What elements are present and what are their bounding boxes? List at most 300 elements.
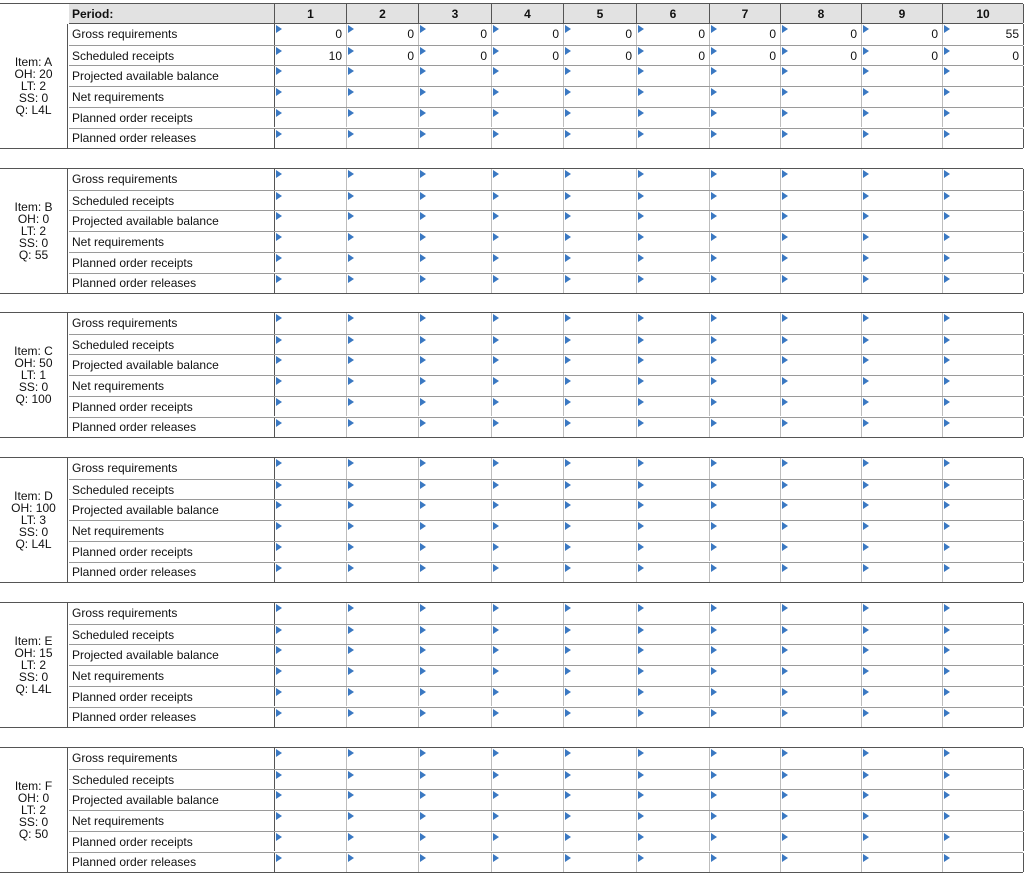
scheduled-receipts-cell[interactable]	[710, 480, 781, 500]
net-requirements-cell[interactable]	[943, 87, 1024, 107]
net-requirements-cell[interactable]	[710, 811, 781, 831]
scheduled-receipts-cell[interactable]	[637, 191, 710, 211]
scheduled-receipts-cell[interactable]	[564, 770, 637, 790]
planned-order-receipts-cell[interactable]	[492, 687, 564, 707]
scheduled-receipts-cell[interactable]	[275, 46, 347, 66]
net-requirements-cell[interactable]	[347, 811, 419, 831]
planned-order-receipts-cell[interactable]	[564, 687, 637, 707]
net-requirements-cell[interactable]	[710, 376, 781, 396]
planned-order-receipts-cell[interactable]	[943, 397, 1024, 417]
projected-available-balance-cell[interactable]	[862, 211, 943, 231]
scheduled-receipts-cell[interactable]	[862, 480, 943, 500]
planned-order-releases-cell[interactable]	[492, 418, 564, 438]
planned-order-releases-cell[interactable]	[781, 853, 862, 873]
gross-requirements-cell[interactable]	[943, 313, 1024, 334]
planned-order-releases-cell[interactable]	[781, 129, 862, 149]
gross-requirements-cell[interactable]	[492, 748, 564, 769]
planned-order-releases-cell[interactable]	[564, 418, 637, 438]
planned-order-releases-cell[interactable]	[564, 129, 637, 149]
planned-order-receipts-cell[interactable]	[710, 253, 781, 273]
scheduled-receipts-cell[interactable]	[862, 625, 943, 645]
scheduled-receipts-cell[interactable]	[564, 480, 637, 500]
planned-order-receipts-cell[interactable]	[637, 397, 710, 417]
gross-requirements-cell[interactable]	[564, 169, 637, 190]
scheduled-receipts-cell[interactable]	[347, 191, 419, 211]
planned-order-receipts-cell[interactable]	[710, 108, 781, 128]
scheduled-receipts-cell[interactable]	[419, 46, 492, 66]
projected-available-balance-cell[interactable]	[347, 211, 419, 231]
planned-order-releases-cell[interactable]	[943, 418, 1024, 438]
gross-requirements-cell[interactable]	[492, 313, 564, 334]
projected-available-balance-cell[interactable]	[862, 500, 943, 520]
gross-requirements-cell[interactable]	[637, 24, 710, 45]
planned-order-releases-cell[interactable]	[781, 274, 862, 294]
scheduled-receipts-cell[interactable]	[637, 770, 710, 790]
planned-order-receipts-cell[interactable]	[637, 542, 710, 562]
planned-order-releases-cell[interactable]	[564, 853, 637, 873]
net-requirements-cell[interactable]	[347, 521, 419, 541]
planned-order-releases-cell[interactable]	[710, 853, 781, 873]
scheduled-receipts-cell[interactable]	[275, 191, 347, 211]
planned-order-receipts-cell[interactable]	[564, 832, 637, 852]
net-requirements-cell[interactable]	[637, 232, 710, 252]
projected-available-balance-cell[interactable]	[347, 500, 419, 520]
planned-order-releases-cell[interactable]	[564, 708, 637, 728]
planned-order-receipts-cell[interactable]	[419, 397, 492, 417]
projected-available-balance-cell[interactable]	[637, 66, 710, 86]
projected-available-balance-cell[interactable]	[275, 355, 347, 375]
net-requirements-cell[interactable]	[275, 232, 347, 252]
gross-requirements-cell[interactable]	[419, 603, 492, 624]
planned-order-releases-cell[interactable]	[862, 563, 943, 583]
planned-order-receipts-cell[interactable]	[564, 253, 637, 273]
gross-requirements-cell[interactable]	[943, 603, 1024, 624]
projected-available-balance-cell[interactable]	[419, 355, 492, 375]
gross-requirements-cell[interactable]	[862, 458, 943, 479]
scheduled-receipts-cell[interactable]	[419, 335, 492, 355]
planned-order-releases-cell[interactable]	[710, 274, 781, 294]
net-requirements-cell[interactable]	[637, 521, 710, 541]
scheduled-receipts-cell[interactable]	[492, 480, 564, 500]
projected-available-balance-cell[interactable]	[564, 66, 637, 86]
net-requirements-cell[interactable]	[862, 811, 943, 831]
scheduled-receipts-cell[interactable]	[637, 46, 710, 66]
gross-requirements-cell[interactable]	[492, 458, 564, 479]
planned-order-releases-cell[interactable]	[943, 129, 1024, 149]
scheduled-receipts-cell[interactable]	[275, 335, 347, 355]
planned-order-releases-cell[interactable]	[275, 708, 347, 728]
projected-available-balance-cell[interactable]	[710, 500, 781, 520]
scheduled-receipts-cell[interactable]	[781, 625, 862, 645]
scheduled-receipts-cell[interactable]	[275, 480, 347, 500]
net-requirements-cell[interactable]	[781, 666, 862, 686]
net-requirements-cell[interactable]	[492, 376, 564, 396]
planned-order-releases-cell[interactable]	[564, 563, 637, 583]
planned-order-receipts-cell[interactable]	[564, 397, 637, 417]
projected-available-balance-cell[interactable]	[564, 211, 637, 231]
net-requirements-cell[interactable]	[564, 811, 637, 831]
scheduled-receipts-cell[interactable]	[781, 191, 862, 211]
net-requirements-cell[interactable]	[943, 376, 1024, 396]
projected-available-balance-cell[interactable]	[943, 790, 1024, 810]
planned-order-receipts-cell[interactable]	[637, 108, 710, 128]
planned-order-receipts-cell[interactable]	[347, 687, 419, 707]
planned-order-releases-cell[interactable]	[419, 853, 492, 873]
planned-order-releases-cell[interactable]	[492, 853, 564, 873]
scheduled-receipts-cell[interactable]	[347, 46, 419, 66]
projected-available-balance-cell[interactable]	[275, 66, 347, 86]
projected-available-balance-cell[interactable]	[637, 645, 710, 665]
projected-available-balance-cell[interactable]	[492, 66, 564, 86]
planned-order-releases-cell[interactable]	[275, 129, 347, 149]
planned-order-releases-cell[interactable]	[862, 274, 943, 294]
planned-order-releases-cell[interactable]	[862, 418, 943, 438]
planned-order-receipts-cell[interactable]	[419, 687, 492, 707]
planned-order-receipts-cell[interactable]	[637, 687, 710, 707]
scheduled-receipts-cell[interactable]	[637, 335, 710, 355]
gross-requirements-cell[interactable]	[781, 603, 862, 624]
net-requirements-cell[interactable]	[862, 376, 943, 396]
net-requirements-cell[interactable]	[943, 232, 1024, 252]
scheduled-receipts-cell[interactable]	[637, 480, 710, 500]
projected-available-balance-cell[interactable]	[275, 500, 347, 520]
scheduled-receipts-cell[interactable]	[943, 46, 1024, 66]
planned-order-receipts-cell[interactable]	[710, 542, 781, 562]
gross-requirements-cell[interactable]	[710, 313, 781, 334]
gross-requirements-cell[interactable]	[862, 603, 943, 624]
scheduled-receipts-cell[interactable]	[862, 191, 943, 211]
gross-requirements-cell[interactable]	[347, 24, 419, 45]
gross-requirements-cell[interactable]	[781, 24, 862, 45]
net-requirements-cell[interactable]	[275, 87, 347, 107]
planned-order-receipts-cell[interactable]	[492, 108, 564, 128]
planned-order-releases-cell[interactable]	[492, 129, 564, 149]
gross-requirements-cell[interactable]	[347, 313, 419, 334]
projected-available-balance-cell[interactable]	[347, 66, 419, 86]
planned-order-receipts-cell[interactable]	[943, 542, 1024, 562]
scheduled-receipts-cell[interactable]	[419, 480, 492, 500]
projected-available-balance-cell[interactable]	[492, 645, 564, 665]
planned-order-releases-cell[interactable]	[943, 274, 1024, 294]
scheduled-receipts-cell[interactable]	[347, 480, 419, 500]
scheduled-receipts-cell[interactable]	[347, 335, 419, 355]
planned-order-releases-cell[interactable]	[943, 853, 1024, 873]
net-requirements-cell[interactable]	[492, 232, 564, 252]
planned-order-receipts-cell[interactable]	[710, 397, 781, 417]
net-requirements-cell[interactable]	[943, 666, 1024, 686]
net-requirements-cell[interactable]	[347, 376, 419, 396]
planned-order-releases-cell[interactable]	[637, 853, 710, 873]
scheduled-receipts-cell[interactable]	[710, 191, 781, 211]
projected-available-balance-cell[interactable]	[564, 355, 637, 375]
planned-order-receipts-cell[interactable]	[492, 397, 564, 417]
scheduled-receipts-cell[interactable]	[347, 770, 419, 790]
planned-order-releases-cell[interactable]	[862, 129, 943, 149]
scheduled-receipts-cell[interactable]	[710, 625, 781, 645]
net-requirements-cell[interactable]	[492, 811, 564, 831]
scheduled-receipts-cell[interactable]	[492, 191, 564, 211]
gross-requirements-cell[interactable]	[781, 313, 862, 334]
projected-available-balance-cell[interactable]	[862, 66, 943, 86]
planned-order-receipts-cell[interactable]	[347, 397, 419, 417]
scheduled-receipts-cell[interactable]	[564, 335, 637, 355]
projected-available-balance-cell[interactable]	[275, 211, 347, 231]
projected-available-balance-cell[interactable]	[781, 790, 862, 810]
planned-order-releases-cell[interactable]	[347, 418, 419, 438]
planned-order-receipts-cell[interactable]	[492, 253, 564, 273]
planned-order-receipts-cell[interactable]	[492, 542, 564, 562]
gross-requirements-cell[interactable]	[943, 169, 1024, 190]
planned-order-receipts-cell[interactable]	[419, 832, 492, 852]
projected-available-balance-cell[interactable]	[637, 500, 710, 520]
planned-order-releases-cell[interactable]	[710, 708, 781, 728]
projected-available-balance-cell[interactable]	[710, 790, 781, 810]
projected-available-balance-cell[interactable]	[943, 66, 1024, 86]
projected-available-balance-cell[interactable]	[564, 645, 637, 665]
projected-available-balance-cell[interactable]	[710, 211, 781, 231]
projected-available-balance-cell[interactable]	[419, 211, 492, 231]
gross-requirements-cell[interactable]	[347, 169, 419, 190]
net-requirements-cell[interactable]	[862, 232, 943, 252]
planned-order-receipts-cell[interactable]	[710, 687, 781, 707]
projected-available-balance-cell[interactable]	[781, 211, 862, 231]
planned-order-receipts-cell[interactable]	[637, 253, 710, 273]
planned-order-receipts-cell[interactable]	[347, 108, 419, 128]
net-requirements-cell[interactable]	[347, 87, 419, 107]
net-requirements-cell[interactable]	[637, 376, 710, 396]
gross-requirements-cell[interactable]	[564, 313, 637, 334]
projected-available-balance-cell[interactable]	[492, 500, 564, 520]
gross-requirements-cell[interactable]	[862, 169, 943, 190]
scheduled-receipts-cell[interactable]	[710, 335, 781, 355]
projected-available-balance-cell[interactable]	[347, 790, 419, 810]
planned-order-receipts-cell[interactable]	[862, 542, 943, 562]
planned-order-receipts-cell[interactable]	[564, 542, 637, 562]
planned-order-releases-cell[interactable]	[347, 563, 419, 583]
net-requirements-cell[interactable]	[781, 376, 862, 396]
scheduled-receipts-cell[interactable]	[781, 770, 862, 790]
projected-available-balance-cell[interactable]	[419, 790, 492, 810]
planned-order-releases-cell[interactable]	[637, 563, 710, 583]
gross-requirements-cell[interactable]	[564, 603, 637, 624]
gross-requirements-cell[interactable]	[781, 748, 862, 769]
planned-order-releases-cell[interactable]	[943, 563, 1024, 583]
projected-available-balance-cell[interactable]	[419, 645, 492, 665]
planned-order-releases-cell[interactable]	[637, 708, 710, 728]
projected-available-balance-cell[interactable]	[347, 645, 419, 665]
planned-order-releases-cell[interactable]	[419, 274, 492, 294]
planned-order-receipts-cell[interactable]	[862, 687, 943, 707]
planned-order-releases-cell[interactable]	[710, 418, 781, 438]
net-requirements-cell[interactable]	[710, 87, 781, 107]
gross-requirements-cell[interactable]	[492, 169, 564, 190]
gross-requirements-cell[interactable]	[419, 24, 492, 45]
projected-available-balance-cell[interactable]	[637, 355, 710, 375]
scheduled-receipts-cell[interactable]	[862, 770, 943, 790]
net-requirements-cell[interactable]	[492, 521, 564, 541]
planned-order-receipts-cell[interactable]	[862, 253, 943, 273]
net-requirements-cell[interactable]	[419, 376, 492, 396]
net-requirements-cell[interactable]	[275, 521, 347, 541]
planned-order-receipts-cell[interactable]	[419, 253, 492, 273]
planned-order-receipts-cell[interactable]	[781, 397, 862, 417]
planned-order-releases-cell[interactable]	[347, 129, 419, 149]
gross-requirements-cell[interactable]	[862, 24, 943, 45]
planned-order-receipts-cell[interactable]	[492, 832, 564, 852]
gross-requirements-cell[interactable]	[637, 313, 710, 334]
gross-requirements-cell[interactable]	[943, 24, 1024, 45]
gross-requirements-cell[interactable]	[419, 458, 492, 479]
planned-order-releases-cell[interactable]	[347, 853, 419, 873]
scheduled-receipts-cell[interactable]	[943, 335, 1024, 355]
scheduled-receipts-cell[interactable]	[564, 191, 637, 211]
projected-available-balance-cell[interactable]	[419, 500, 492, 520]
net-requirements-cell[interactable]	[275, 376, 347, 396]
projected-available-balance-cell[interactable]	[781, 66, 862, 86]
gross-requirements-cell[interactable]	[492, 24, 564, 45]
gross-requirements-cell[interactable]	[781, 169, 862, 190]
planned-order-receipts-cell[interactable]	[943, 832, 1024, 852]
planned-order-receipts-cell[interactable]	[781, 687, 862, 707]
planned-order-releases-cell[interactable]	[419, 708, 492, 728]
projected-available-balance-cell[interactable]	[710, 355, 781, 375]
net-requirements-cell[interactable]	[781, 811, 862, 831]
projected-available-balance-cell[interactable]	[943, 211, 1024, 231]
planned-order-receipts-cell[interactable]	[637, 832, 710, 852]
planned-order-releases-cell[interactable]	[781, 563, 862, 583]
scheduled-receipts-cell[interactable]	[419, 191, 492, 211]
projected-available-balance-cell[interactable]	[781, 355, 862, 375]
planned-order-receipts-cell[interactable]	[347, 832, 419, 852]
planned-order-releases-cell[interactable]	[275, 853, 347, 873]
projected-available-balance-cell[interactable]	[781, 500, 862, 520]
net-requirements-cell[interactable]	[347, 232, 419, 252]
scheduled-receipts-cell[interactable]	[781, 335, 862, 355]
scheduled-receipts-cell[interactable]	[492, 46, 564, 66]
gross-requirements-cell[interactable]	[275, 458, 347, 479]
planned-order-receipts-cell[interactable]	[781, 253, 862, 273]
net-requirements-cell[interactable]	[710, 521, 781, 541]
net-requirements-cell[interactable]	[419, 521, 492, 541]
scheduled-receipts-cell[interactable]	[419, 770, 492, 790]
scheduled-receipts-cell[interactable]	[862, 46, 943, 66]
gross-requirements-cell[interactable]	[564, 458, 637, 479]
net-requirements-cell[interactable]	[637, 87, 710, 107]
scheduled-receipts-cell[interactable]	[275, 770, 347, 790]
projected-available-balance-cell[interactable]	[862, 790, 943, 810]
gross-requirements-cell[interactable]	[710, 169, 781, 190]
scheduled-receipts-cell[interactable]	[781, 46, 862, 66]
gross-requirements-cell[interactable]	[637, 748, 710, 769]
scheduled-receipts-cell[interactable]	[943, 480, 1024, 500]
projected-available-balance-cell[interactable]	[943, 500, 1024, 520]
planned-order-receipts-cell[interactable]	[862, 108, 943, 128]
planned-order-releases-cell[interactable]	[275, 274, 347, 294]
planned-order-receipts-cell[interactable]	[781, 108, 862, 128]
scheduled-receipts-cell[interactable]	[347, 625, 419, 645]
gross-requirements-cell[interactable]	[710, 458, 781, 479]
planned-order-receipts-cell[interactable]	[347, 253, 419, 273]
planned-order-releases-cell[interactable]	[564, 274, 637, 294]
planned-order-releases-cell[interactable]	[492, 708, 564, 728]
net-requirements-cell[interactable]	[710, 666, 781, 686]
planned-order-releases-cell[interactable]	[710, 129, 781, 149]
projected-available-balance-cell[interactable]	[943, 355, 1024, 375]
net-requirements-cell[interactable]	[564, 87, 637, 107]
gross-requirements-cell[interactable]	[637, 458, 710, 479]
scheduled-receipts-cell[interactable]	[419, 625, 492, 645]
gross-requirements-cell[interactable]	[275, 313, 347, 334]
net-requirements-cell[interactable]	[492, 666, 564, 686]
scheduled-receipts-cell[interactable]	[275, 625, 347, 645]
planned-order-receipts-cell[interactable]	[419, 108, 492, 128]
net-requirements-cell[interactable]	[943, 521, 1024, 541]
net-requirements-cell[interactable]	[419, 811, 492, 831]
gross-requirements-cell[interactable]	[943, 748, 1024, 769]
gross-requirements-cell[interactable]	[275, 748, 347, 769]
planned-order-receipts-cell[interactable]	[347, 542, 419, 562]
net-requirements-cell[interactable]	[419, 87, 492, 107]
planned-order-receipts-cell[interactable]	[275, 253, 347, 273]
net-requirements-cell[interactable]	[564, 232, 637, 252]
projected-available-balance-cell[interactable]	[275, 645, 347, 665]
gross-requirements-cell[interactable]	[419, 748, 492, 769]
gross-requirements-cell[interactable]	[347, 748, 419, 769]
gross-requirements-cell[interactable]	[419, 313, 492, 334]
projected-available-balance-cell[interactable]	[492, 211, 564, 231]
net-requirements-cell[interactable]	[637, 811, 710, 831]
planned-order-receipts-cell[interactable]	[419, 542, 492, 562]
gross-requirements-cell[interactable]	[275, 169, 347, 190]
net-requirements-cell[interactable]	[347, 666, 419, 686]
scheduled-receipts-cell[interactable]	[492, 335, 564, 355]
planned-order-releases-cell[interactable]	[347, 274, 419, 294]
net-requirements-cell[interactable]	[781, 232, 862, 252]
scheduled-receipts-cell[interactable]	[781, 480, 862, 500]
planned-order-receipts-cell[interactable]	[275, 397, 347, 417]
planned-order-receipts-cell[interactable]	[781, 832, 862, 852]
planned-order-receipts-cell[interactable]	[710, 832, 781, 852]
projected-available-balance-cell[interactable]	[943, 645, 1024, 665]
scheduled-receipts-cell[interactable]	[637, 625, 710, 645]
planned-order-releases-cell[interactable]	[710, 563, 781, 583]
projected-available-balance-cell[interactable]	[637, 211, 710, 231]
projected-available-balance-cell[interactable]	[862, 355, 943, 375]
projected-available-balance-cell[interactable]	[492, 355, 564, 375]
planned-order-receipts-cell[interactable]	[275, 108, 347, 128]
planned-order-releases-cell[interactable]	[492, 274, 564, 294]
planned-order-releases-cell[interactable]	[862, 708, 943, 728]
net-requirements-cell[interactable]	[564, 376, 637, 396]
net-requirements-cell[interactable]	[419, 666, 492, 686]
gross-requirements-cell[interactable]	[862, 748, 943, 769]
scheduled-receipts-cell[interactable]	[710, 770, 781, 790]
gross-requirements-cell[interactable]	[781, 458, 862, 479]
scheduled-receipts-cell[interactable]	[710, 46, 781, 66]
gross-requirements-cell[interactable]	[275, 603, 347, 624]
scheduled-receipts-cell[interactable]	[943, 191, 1024, 211]
net-requirements-cell[interactable]	[710, 232, 781, 252]
gross-requirements-cell[interactable]	[637, 169, 710, 190]
scheduled-receipts-cell[interactable]	[492, 625, 564, 645]
projected-available-balance-cell[interactable]	[347, 355, 419, 375]
projected-available-balance-cell[interactable]	[781, 645, 862, 665]
projected-available-balance-cell[interactable]	[564, 790, 637, 810]
net-requirements-cell[interactable]	[943, 811, 1024, 831]
projected-available-balance-cell[interactable]	[492, 790, 564, 810]
planned-order-receipts-cell[interactable]	[943, 687, 1024, 707]
gross-requirements-cell[interactable]	[347, 458, 419, 479]
